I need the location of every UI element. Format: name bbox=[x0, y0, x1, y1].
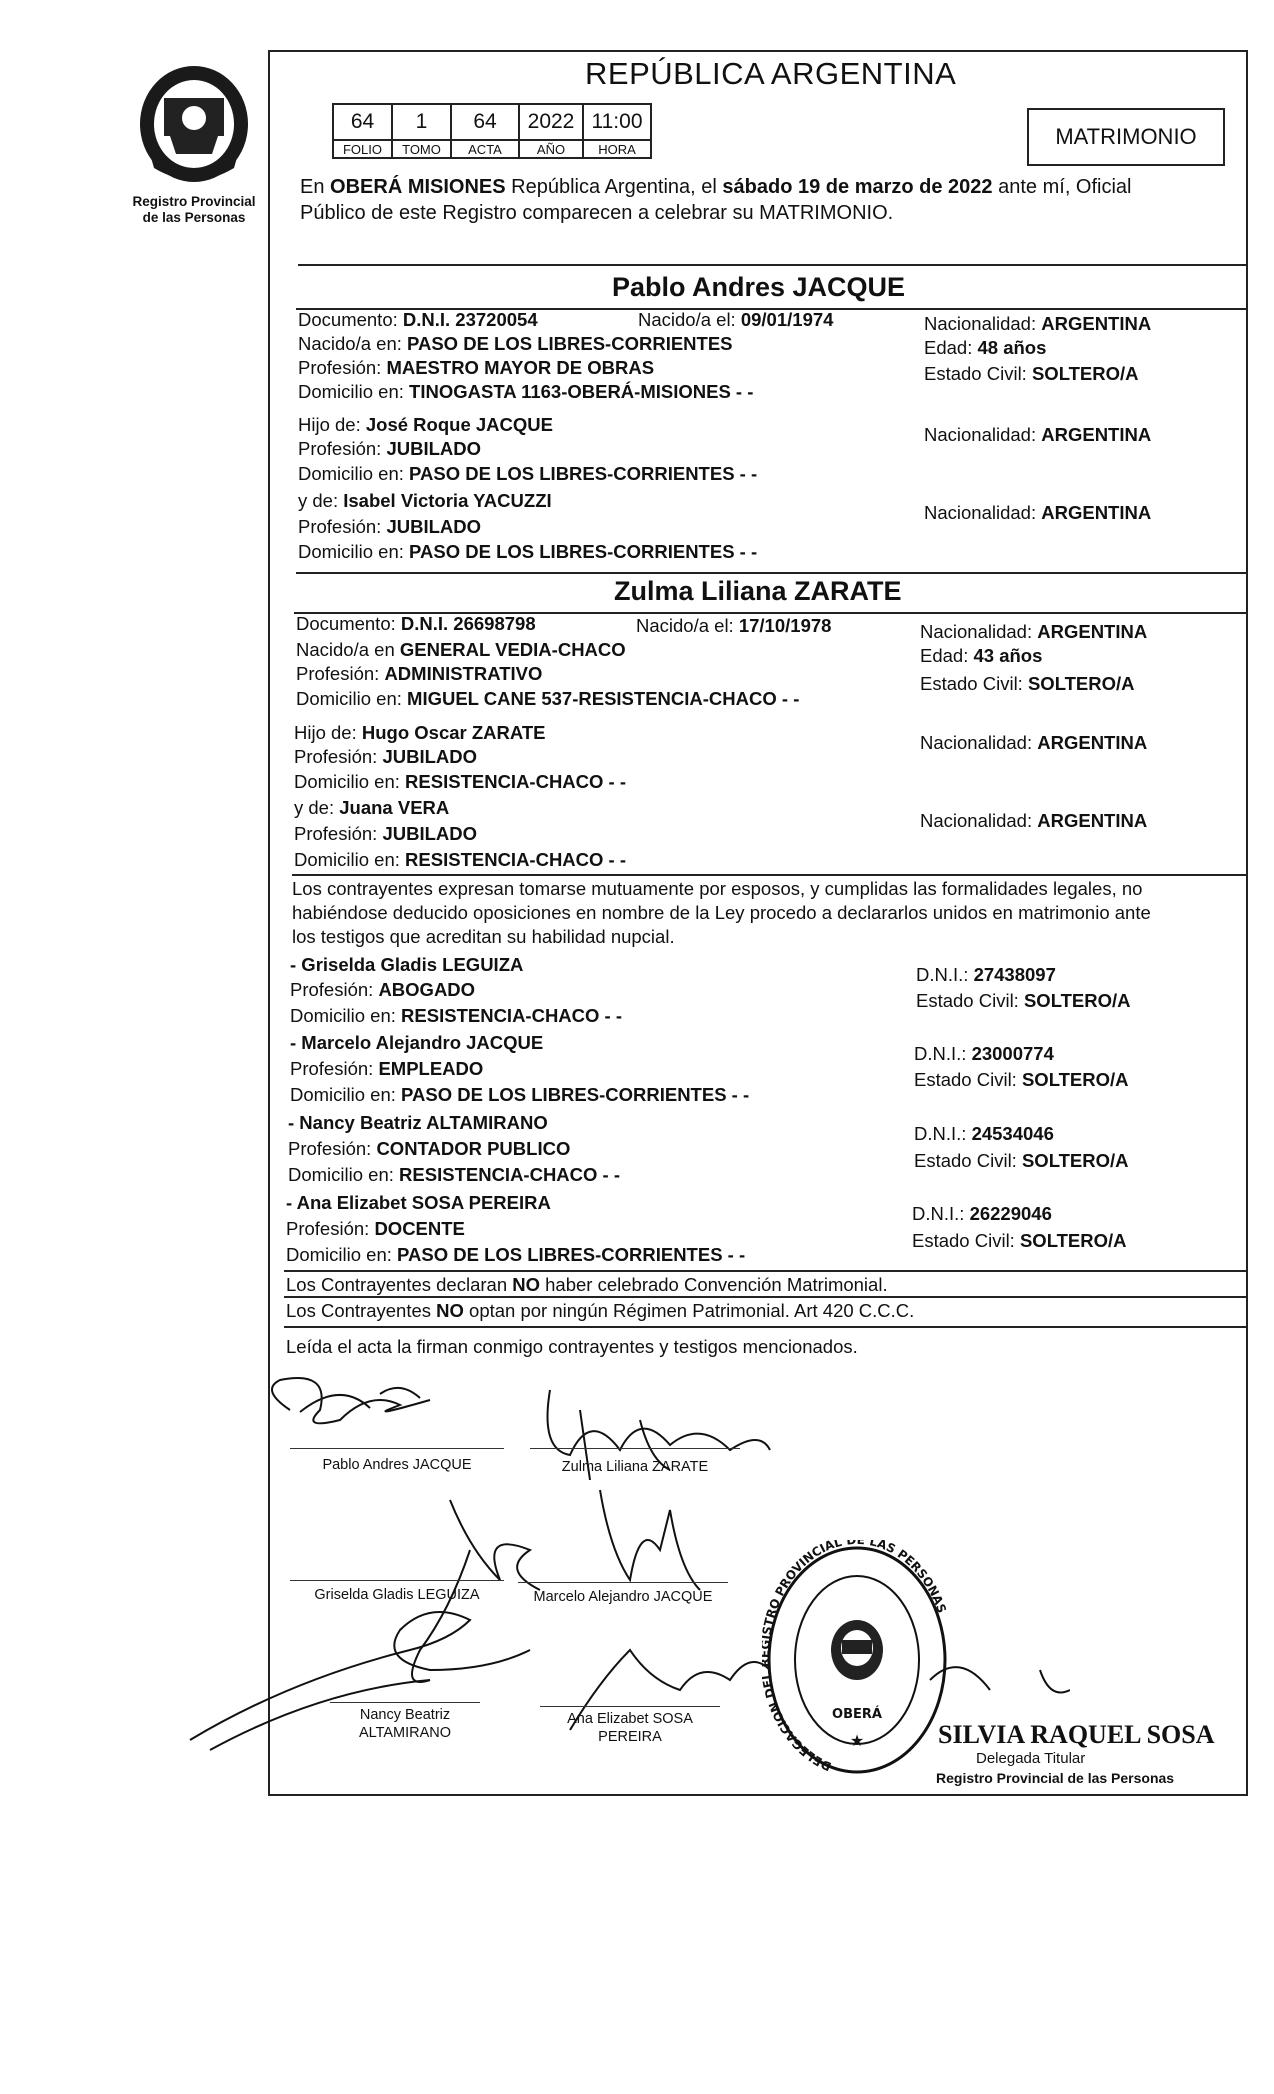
c2-madre-nacionalidad: Nacionalidad: ARGENTINA bbox=[920, 810, 1148, 831]
province-logo bbox=[130, 58, 258, 192]
signature-line bbox=[540, 1706, 720, 1707]
signature-label-6: Ana Elizabet SOSA PEREIRA bbox=[567, 1711, 693, 1745]
signature-label-2: Zulma Liliana ZARATE bbox=[561, 1459, 709, 1475]
c1-padre-profesion: Profesión: JUBILADO bbox=[298, 438, 481, 459]
tomo-value: 1 bbox=[392, 104, 451, 140]
divider bbox=[284, 1296, 1248, 1298]
hora-label: HORA bbox=[583, 140, 651, 158]
witness-1-domicilio: Domicilio en: RESISTENCIA-CHACO - - bbox=[290, 1005, 623, 1026]
witness-4-dni: D.N.I.: 26229046 bbox=[912, 1203, 1052, 1224]
official-registry: Registro Provincial de las Personas bbox=[936, 1770, 1175, 1786]
c2-padre-profesion: Profesión: JUBILADO bbox=[294, 746, 477, 767]
hora-value: 11:00 bbox=[583, 104, 651, 140]
signature-label-4: Marcelo Alejandro JACQUE bbox=[533, 1589, 713, 1605]
witness-1-name: - Griselda Gladis LEGUIZA bbox=[290, 954, 524, 975]
c2-padre-domicilio: Domicilio en: RESISTENCIA-CHACO - - bbox=[294, 771, 627, 792]
contrayente-2-name: Zulma Liliana ZARATE bbox=[614, 576, 902, 606]
witness-2-profesion: Profesión: EMPLEADO bbox=[290, 1058, 484, 1079]
c2-padre: Hijo de: Hugo Oscar ZARATE bbox=[294, 722, 546, 743]
svg-text:★: ★ bbox=[849, 1731, 865, 1750]
witness-4-name: - Ana Elizabet SOSA PEREIRA bbox=[286, 1192, 551, 1213]
c2-nacionalidad: Nacionalidad: ARGENTINA bbox=[920, 621, 1148, 642]
c2-padre-nacionalidad: Nacionalidad: ARGENTINA bbox=[920, 732, 1148, 753]
c1-madre: y de: Isabel Victoria YACUZZI bbox=[298, 490, 552, 511]
acta-value: 64 bbox=[451, 104, 519, 140]
signature-label-3: Griselda Gladis LEGUIZA bbox=[314, 1587, 480, 1603]
c2-madre: y de: Juana VERA bbox=[294, 797, 450, 818]
c1-domicilio: Domicilio en: TINOGASTA 1163-OBERÁ-MISIONES - - bbox=[298, 381, 754, 402]
intro-line-1: En OBERÁ MISIONES República Argentina, el sábado 19 de marzo de 2022 ante mí, Oficial bbox=[300, 176, 1132, 198]
c2-madre-domicilio: Domicilio en: RESISTENCIA-CHACO - - bbox=[294, 849, 627, 870]
c1-documento: Documento: D.N.I. 23720054 bbox=[298, 309, 538, 330]
c2-nacido-el: Nacido/a el: 17/10/1978 bbox=[636, 615, 832, 636]
signature-label-5: Nancy Beatriz ALTAMIRANO bbox=[358, 1707, 452, 1741]
signature-label-1: Pablo Andres JACQUE bbox=[322, 1457, 472, 1473]
witness-2-domicilio: Domicilio en: PASO DE LOS LIBRES-CORRIENTES - - bbox=[290, 1084, 750, 1105]
svg-text:OBERÁ: OBERÁ bbox=[832, 1707, 882, 1722]
witness-1-profesion: Profesión: ABOGADO bbox=[290, 979, 476, 1000]
signature-line bbox=[530, 1448, 740, 1449]
c2-madre-profesion: Profesión: JUBILADO bbox=[294, 823, 477, 844]
signature-line bbox=[290, 1580, 504, 1581]
signature-line bbox=[290, 1448, 504, 1449]
c1-padre: Hijo de: José Roque JACQUE bbox=[298, 414, 553, 435]
registry-caption bbox=[114, 194, 274, 226]
acta-label: ACTA bbox=[451, 140, 519, 158]
witness-2-name: - Marcelo Alejandro JACQUE bbox=[290, 1032, 544, 1053]
leida-text: Leída el acta la firman conmigo contrayentes y testigos mencionados. bbox=[286, 1336, 858, 1357]
c1-profesion: Profesión: MAESTRO MAYOR DE OBRAS bbox=[298, 357, 655, 378]
c2-edad: Edad: 43 años bbox=[920, 645, 1043, 666]
witness-3-estado-civil: Estado Civil: SOLTERO/A bbox=[914, 1150, 1129, 1171]
record-meta-table bbox=[332, 103, 652, 159]
witness-2-dni: D.N.I.: 23000774 bbox=[914, 1043, 1054, 1064]
divider bbox=[292, 874, 1248, 876]
official-title: Delegada Titular bbox=[976, 1750, 1086, 1767]
declaracion-line-1: Los contrayentes expresan tomarse mutuamente por esposos, y cumplidas las formalidades legales, no bbox=[292, 878, 1143, 899]
c1-nacido-en: Nacido/a en: PASO DE LOS LIBRES-CORRIENTES bbox=[298, 333, 733, 354]
divider bbox=[298, 264, 1248, 266]
c2-estado-civil: Estado Civil: SOLTERO/A bbox=[920, 673, 1135, 694]
divider bbox=[284, 1270, 1248, 1272]
svg-text:DELEGACION DEL REGISTRO PROVIN: DELEGACION D TRO PROVINCIAL DE LAS PERSONAS bbox=[762, 1540, 950, 1774]
witness-2-estado-civil: Estado Civil: SOLTERO/A bbox=[914, 1069, 1129, 1090]
contrayente-1-name: Pablo Andres JACQUE bbox=[612, 272, 906, 302]
c1-madre-nacionalidad: Nacionalidad: ARGENTINA bbox=[924, 502, 1152, 523]
witness-3-domicilio: Domicilio en: RESISTENCIA-CHACO - - bbox=[288, 1164, 621, 1185]
record-type-box bbox=[1027, 108, 1225, 166]
convencion-line-2: Los Contrayentes NO optan por ningún Régimen Patrimonial. Art 420 C.C.C. bbox=[286, 1300, 915, 1321]
country-title: REPÚBLICA ARGENTINA bbox=[585, 56, 957, 91]
c2-documento: Documento: D.N.I. 26698798 bbox=[296, 613, 536, 634]
signature-line bbox=[330, 1702, 480, 1703]
c1-nacionalidad: Nacionalidad: ARGENTINA bbox=[924, 313, 1152, 334]
c1-padre-domicilio: Domicilio en: PASO DE LOS LIBRES-CORRIENTES - - bbox=[298, 463, 758, 484]
divider bbox=[296, 572, 1248, 574]
witness-4-domicilio: Domicilio en: PASO DE LOS LIBRES-CORRIENTES - - bbox=[286, 1244, 746, 1265]
c2-domicilio: Domicilio en: MIGUEL CANE 537-RESISTENCIA-CHACO - - bbox=[296, 688, 800, 709]
c1-madre-profesion: Profesión: JUBILADO bbox=[298, 516, 481, 537]
witness-3-dni: D.N.I.: 24534046 bbox=[914, 1123, 1054, 1144]
folio-value: 64 bbox=[333, 104, 392, 140]
c1-padre-nacionalidad: Nacionalidad: ARGENTINA bbox=[924, 424, 1152, 445]
witness-3-name: - Nancy Beatriz ALTAMIRANO bbox=[288, 1112, 548, 1133]
convencion-line-1: Los Contrayentes declaran NO haber celebrado Convención Matrimonial. bbox=[286, 1274, 888, 1295]
declaracion-line-2: habiéndose deducido oposiciones en nombre de la Ley procedo a declararlos unidos en matrimonio ante bbox=[292, 902, 1151, 923]
divider bbox=[284, 1326, 1248, 1328]
registry-caption-line-2: de las Personas bbox=[142, 210, 246, 225]
official-name: SILVIA RAQUEL SOSA bbox=[938, 1720, 1215, 1749]
witness-4-estado-civil: Estado Civil: SOLTERO/A bbox=[912, 1230, 1127, 1251]
witness-3-profesion: Profesión: CONTADOR PUBLICO bbox=[288, 1138, 571, 1159]
c1-nacido-el: Nacido/a el: 09/01/1974 bbox=[638, 309, 834, 330]
c1-madre-domicilio: Domicilio en: PASO DE LOS LIBRES-CORRIENTES - - bbox=[298, 541, 758, 562]
c1-estado-civil: Estado Civil: SOLTERO/A bbox=[924, 363, 1139, 384]
witness-1-estado-civil: Estado Civil: SOLTERO/A bbox=[916, 990, 1131, 1011]
c1-edad: Edad: 48 años bbox=[924, 337, 1047, 358]
registry-caption-line-1: Registro Provincial bbox=[132, 194, 256, 209]
folio-label: FOLIO bbox=[333, 140, 392, 158]
anio-label: AÑO bbox=[519, 140, 583, 158]
tomo-label: TOMO bbox=[392, 140, 451, 158]
c2-profesion: Profesión: ADMINISTRATIVO bbox=[296, 663, 543, 684]
c2-nacido-en: Nacido/a en GENERAL VEDIA-CHACO bbox=[296, 639, 626, 660]
declaracion-line-3: los testigos que acreditan su habilidad nupcial. bbox=[292, 926, 675, 947]
witness-4-profesion: Profesión: DOCENTE bbox=[286, 1218, 465, 1239]
official-seal bbox=[762, 1540, 952, 1785]
intro-line-2: Público de este Registro comparecen a celebrar su MATRIMONIO. bbox=[300, 202, 894, 224]
record-type: MATRIMONIO bbox=[1055, 124, 1197, 149]
signature-line bbox=[518, 1582, 728, 1583]
anio-value: 2022 bbox=[519, 104, 583, 140]
witness-1-dni: D.N.I.: 27438097 bbox=[916, 964, 1056, 985]
